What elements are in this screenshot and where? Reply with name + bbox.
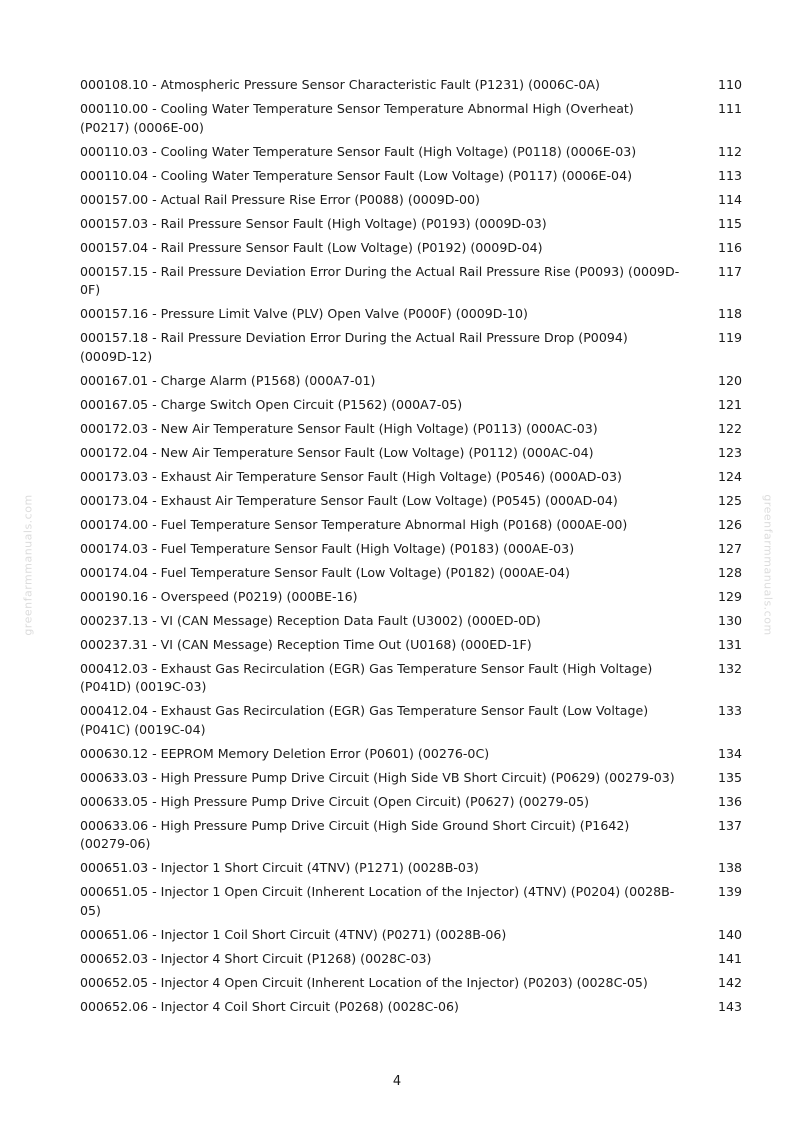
toc-entry-page: 123 bbox=[717, 444, 742, 460]
page-number: 4 bbox=[392, 1074, 402, 1089]
toc-entry-title: 000652.05 - Injector 4 Open Circuit (Inherent Location of the Injector) (P0203) (0028C-05) bbox=[80, 974, 648, 990]
toc-entry[interactable] bbox=[80, 636, 742, 655]
toc-entry-title: 000630.12 - EEPROM Memory Deletion Error (P0601) (00276-0C) bbox=[80, 745, 490, 761]
toc-entry-page: 136 bbox=[717, 793, 742, 809]
toc-entry-page: 124 bbox=[717, 468, 742, 484]
toc-entry[interactable] bbox=[80, 191, 742, 210]
toc-entry[interactable] bbox=[80, 372, 742, 391]
toc-entry-title: 000412.03 - Exhaust Gas Recirculation (EGR) Gas Temperature Sensor Fault (High Voltage) (P041D) (0019C-03) bbox=[80, 660, 653, 694]
toc-entry-page: 112 bbox=[717, 143, 742, 159]
toc-entry-page: 138 bbox=[717, 860, 742, 875]
toc-entry[interactable] bbox=[80, 926, 742, 945]
toc-entry[interactable] bbox=[80, 444, 742, 463]
toc-entry-page: 133 bbox=[717, 703, 742, 718]
toc-entry-page: 134 bbox=[717, 745, 742, 761]
toc-entry-title: 000110.04 - Cooling Water Temperature Sensor Fault (Low Voltage) (P0117) (0006E-04) bbox=[80, 167, 632, 183]
toc-entry-title: 000173.04 - Exhaust Air Temperature Sensor Fault (Low Voltage) (P0545) (000AD-04) bbox=[80, 492, 618, 508]
toc-entry[interactable] bbox=[80, 950, 742, 969]
toc-entry-title: 000174.04 - Fuel Temperature Sensor Fault (Low Voltage) (P0182) (000AE-04) bbox=[80, 564, 570, 580]
toc-entry[interactable] bbox=[80, 76, 742, 95]
toc-entry[interactable] bbox=[80, 660, 742, 697]
toc-entry[interactable] bbox=[80, 540, 742, 559]
toc-entry-title: 000633.06 - High Pressure Pump Drive Circuit (High Side Ground Short Circuit) (P1642) (00279-06) bbox=[80, 817, 630, 851]
toc-entry-title: 000412.04 - Exhaust Gas Recirculation (EGR) Gas Temperature Sensor Fault (Low Voltage) (P041C) (0019C-04) bbox=[80, 703, 649, 737]
toc-entry-title: 000172.04 - New Air Temperature Sensor Fault (Low Voltage) (P0112) (000AC-04) bbox=[80, 444, 594, 460]
toc-entry[interactable] bbox=[80, 516, 742, 535]
toc-entry[interactable] bbox=[80, 263, 742, 300]
toc-entry[interactable] bbox=[80, 305, 742, 324]
toc-entry-title: 000167.01 - Charge Alarm (P1568) (000A7-01) bbox=[80, 372, 376, 388]
toc-entry[interactable] bbox=[80, 100, 742, 137]
toc-entry-title: 000190.16 - Overspeed (P0219) (000BE-16) bbox=[80, 588, 358, 604]
toc-entry-title: 000157.18 - Rail Pressure Deviation Error During the Actual Rail Pressure Drop (P0094) (0009D-12) bbox=[80, 330, 628, 364]
toc-entry-page: 115 bbox=[717, 215, 742, 231]
toc-entry[interactable] bbox=[80, 612, 742, 631]
toc-entry[interactable] bbox=[80, 769, 742, 788]
toc-entry[interactable] bbox=[80, 396, 742, 415]
toc-entry-title: 000633.03 - High Pressure Pump Drive Circuit (High Side VB Short Circuit) (P0629) (00279-03) bbox=[80, 769, 675, 785]
toc-entry-page: 114 bbox=[717, 191, 742, 207]
toc-entry-page: 139 bbox=[717, 884, 742, 899]
toc-entry-title: 000652.06 - Injector 4 Coil Short Circuit (P0268) (0028C-06) bbox=[80, 998, 459, 1014]
toc-entry-page: 137 bbox=[717, 817, 742, 833]
toc-entry-page: 126 bbox=[717, 516, 742, 532]
toc-entry-page: 111 bbox=[717, 101, 742, 116]
toc-entry[interactable] bbox=[80, 817, 742, 854]
toc-entry[interactable] bbox=[80, 167, 742, 186]
toc-entry-title: 000157.15 - Rail Pressure Deviation Error During the Actual Rail Pressure Rise (P0093) (0009D-0F) bbox=[80, 263, 680, 297]
toc-entry-title: 000651.05 - Injector 1 Open Circuit (Inherent Location of the Injector) (4TNV) (P0204) (0028B-05) bbox=[80, 884, 675, 918]
toc-entry[interactable] bbox=[80, 998, 742, 1017]
toc-entry-title: 000651.06 - Injector 1 Coil Short Circuit (4TNV) (P0271) (0028B-06) bbox=[80, 926, 507, 942]
toc-entry-page: 120 bbox=[717, 372, 742, 388]
toc-entry-page: 141 bbox=[717, 950, 742, 966]
toc-entry-title: 000157.00 - Actual Rail Pressure Rise Error (P0088) (0009D-00) bbox=[80, 191, 480, 207]
toc-entry-page: 129 bbox=[717, 588, 742, 604]
watermark-right: greenfarmmanuals.com bbox=[761, 494, 775, 636]
toc-entry[interactable] bbox=[80, 215, 742, 234]
toc-entry-page: 119 bbox=[717, 330, 742, 345]
toc-entry-page: 132 bbox=[717, 660, 742, 676]
toc-entry[interactable] bbox=[80, 859, 742, 878]
toc-entry-title: 000167.05 - Charge Switch Open Circuit (P1562) (000A7-05) bbox=[80, 396, 463, 412]
toc-entry[interactable] bbox=[80, 588, 742, 607]
toc-entry-title: 000173.03 - Exhaust Air Temperature Sensor Fault (High Voltage) (P0546) (000AD-03) bbox=[80, 468, 622, 484]
toc-entry[interactable] bbox=[80, 143, 742, 162]
toc-entry-title: 000172.03 - New Air Temperature Sensor Fault (High Voltage) (P0113) (000AC-03) bbox=[80, 420, 598, 436]
toc-entry[interactable] bbox=[80, 883, 742, 920]
toc-entry-page: 131 bbox=[717, 636, 742, 652]
toc-entry-page: 116 bbox=[717, 239, 742, 255]
toc-entry-title: 000174.00 - Fuel Temperature Sensor Temperature Abnormal High (P0168) (000AE-00) bbox=[80, 516, 628, 532]
toc-entry-title: 000237.31 - VI (CAN Message) Reception Time Out (U0168) (000ED-1F) bbox=[80, 636, 532, 652]
toc-entry-title: 000157.16 - Pressure Limit Valve (PLV) Open Valve (P000F) (0009D-10) bbox=[80, 306, 528, 321]
toc-entry-page: 110 bbox=[717, 77, 742, 92]
toc-entry-page: 117 bbox=[717, 263, 742, 279]
toc-entry-page: 121 bbox=[717, 396, 742, 412]
toc-entry-page: 122 bbox=[717, 420, 742, 436]
toc-entry-title: 000108.10 - Atmospheric Pressure Sensor Characteristic Fault (P1231) (0006C-0A) bbox=[80, 77, 600, 92]
toc-entry[interactable] bbox=[80, 793, 742, 812]
toc-entry-page: 130 bbox=[717, 612, 742, 628]
table-of-contents bbox=[80, 76, 742, 1022]
toc-entry-page: 128 bbox=[717, 564, 742, 580]
toc-entry-title: 000157.03 - Rail Pressure Sensor Fault (High Voltage) (P0193) (0009D-03) bbox=[80, 215, 547, 231]
toc-entry[interactable] bbox=[80, 564, 742, 583]
toc-entry[interactable] bbox=[80, 468, 742, 487]
toc-entry[interactable] bbox=[80, 420, 742, 439]
toc-entry-title: 000651.03 - Injector 1 Short Circuit (4TNV) (P1271) (0028B-03) bbox=[80, 860, 479, 875]
toc-entry-title: 000652.03 - Injector 4 Short Circuit (P1268) (0028C-03) bbox=[80, 950, 432, 966]
toc-entry-page: 143 bbox=[717, 998, 742, 1014]
toc-entry-title: 000110.03 - Cooling Water Temperature Sensor Fault (High Voltage) (P0118) (0006E-03) bbox=[80, 143, 637, 159]
toc-entry-page: 118 bbox=[717, 306, 742, 321]
toc-entry-title: 000157.04 - Rail Pressure Sensor Fault (Low Voltage) (P0192) (0009D-04) bbox=[80, 239, 543, 255]
toc-entry-page: 125 bbox=[717, 492, 742, 508]
toc-entry-page: 142 bbox=[717, 974, 742, 990]
toc-entry[interactable] bbox=[80, 329, 742, 366]
toc-entry-title: 000633.05 - High Pressure Pump Drive Circuit (Open Circuit) (P0627) (00279-05) bbox=[80, 793, 590, 809]
toc-entry[interactable] bbox=[80, 702, 742, 739]
toc-entry-page: 113 bbox=[717, 167, 742, 183]
toc-entry[interactable] bbox=[80, 239, 742, 258]
toc-entry-page: 140 bbox=[717, 926, 742, 942]
toc-entry[interactable] bbox=[80, 745, 742, 764]
toc-entry[interactable] bbox=[80, 974, 742, 993]
watermark-left: greenfarmmanuals.com bbox=[21, 494, 35, 636]
toc-entry-title: 000174.03 - Fuel Temperature Sensor Fault (High Voltage) (P0183) (000AE-03) bbox=[80, 540, 575, 556]
toc-entry[interactable] bbox=[80, 492, 742, 511]
toc-entry-title: 000110.00 - Cooling Water Temperature Sensor Temperature Abnormal High (Overheat) (P0217) (0006E-00) bbox=[80, 101, 634, 135]
toc-entry-page: 127 bbox=[717, 540, 742, 556]
toc-entry-title: 000237.13 - VI (CAN Message) Reception Data Fault (U3002) (000ED-0D) bbox=[80, 612, 541, 628]
toc-entry-page: 135 bbox=[717, 769, 742, 785]
